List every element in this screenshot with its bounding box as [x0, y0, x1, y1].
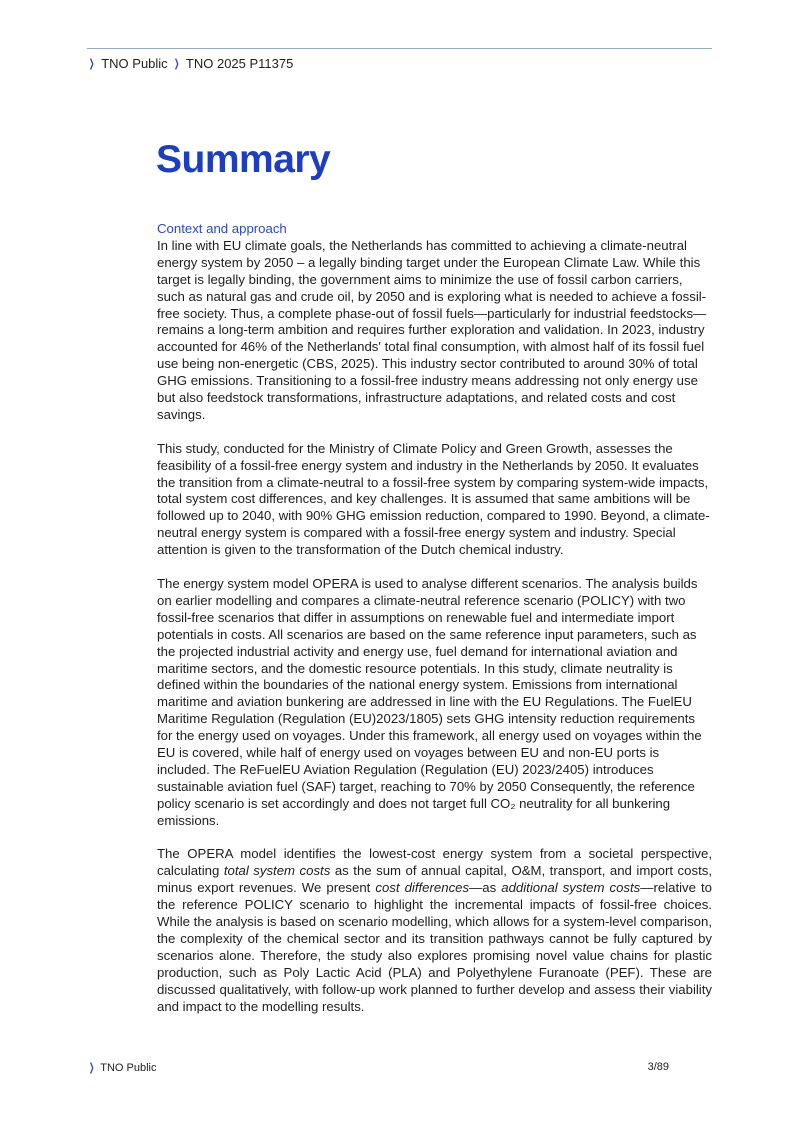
- paragraph-model: The energy system model OPERA is used to analyse different scenarios. The analysis builds on earlier modelling and compares a climate-neutral reference scenario (POLICY) with two fossil-free scenarios that differ in assumptions on renewable fuel and intermediate import potentials in costs. All scenarios are based on the same reference input parameters, such as the projected industrial activity and energy use, fuel demand for international aviation and maritime sectors, and the domestic resource potentials. In this study, climate neutrality is defined within the boundaries of the national energy system. Emissions from international maritime and aviation bunkering are addressed in line with the EU Regulations. The FuelEU Maritime Regulation (Regulation (EU)2023/1805) sets GHG intensity reduction requirements for the energy used on voyages. Under this framework, all energy used on voyages within the EU is covered, while half of energy used on voyages between EU and non-EU ports is included. The ReFuelEU Aviation Regulation (Regulation (EU) 2023/2405) introduces sustainable aviation fuel (SAF) target, reaching to 70% by 2050 Consequently, the reference policy scenario is set accordingly and does not target full CO₂ neutrality for all bunkering emissions.: [157, 576, 702, 828]
- page-number: 3/89: [647, 1061, 669, 1073]
- footer-classification: TNO Public: [100, 1061, 157, 1074]
- emphasis-total-system-costs: total system costs: [223, 863, 331, 879]
- body-content: [157, 221, 712, 1032]
- paragraph-context: In line with EU climate goals, the Netherlands has committed to achieving a climate-neutral energy system by 2050 – a legally binding target under the European Climate Law. While this target is legally binding, the government aims to minimize the use of fossil carbon carriers, such as natural gas and crude oil, by 2050 and is exploring what is needed to achieve a fossil-free society. Thus, a complete phase-out of fossil fuels—particularly for industrial feedstocks—remains a long-term ambition and requires further exploration and validation. In 2023, industry accounted for 46% of the Netherlands' total final consumption, with almost half of its fossil fuel use being non-energetic (CBS, 2025). This industry sector contributed to around 30% of total GHG emissions. Transitioning to a fossil-free industry means addressing not only energy use but also feedstock transformations, infrastructure adaptations, and related costs and cost savings.: [157, 237, 707, 422]
- paragraph-costs-text: The OPERA model identifies the lowest-cost energy system from a societal perspective, calculating: [157, 846, 712, 879]
- page-header: [87, 56, 293, 71]
- chevron-right-icon: ❯: [173, 58, 180, 70]
- emphasis-cost-differences: cost differences: [375, 880, 470, 896]
- paragraph-costs: [157, 846, 712, 1015]
- chevron-right-icon: ❯: [88, 58, 95, 70]
- page-title: Summary: [156, 138, 331, 181]
- section-heading: Context and approach: [157, 221, 287, 236]
- paragraph-costs-text: as the sum of annual capital, O&M, transport, and import costs, minus export revenues. We present: [157, 863, 712, 896]
- header-divider: [87, 48, 712, 49]
- header-classification: TNO Public: [101, 56, 168, 71]
- emphasis-additional-system-costs: additional system costs: [501, 880, 641, 896]
- page-footer: [87, 1061, 156, 1074]
- paragraph-costs-text: —relative to the reference POLICY scenario to highlight the incremental impacts of fossil-free choices. While the analysis is based on scenario modelling, which allows for a system-level comparison, the complexity of the chemical sector and its transition pathways cannot be fully captured by scenarios alone. Therefore, the study also explores promising novel value chains for plastic production, such as Poly Lactic Acid (PLA) and Polyethylene Furanoate (PEF). These are discussed qualitatively, with follow-up work planned to further develop and assess their viability and impact to the modelling results.: [157, 880, 712, 1014]
- paragraph-study: This study, conducted for the Ministry of Climate Policy and Green Growth, assesses the feasibility of a fossil-free energy system and industry in the Netherlands by 2050. It evaluates the transition from a climate-neutral to a fossil-free system by comparing system-wide impacts, total system cost differences, and key challenges. It is assumed that same ambitions will be followed up to 2040, with 90% GHG emission reduction, compared to 1990. Beyond, a climate-neutral energy system is compared with a fossil-free energy system and industry. Special attention is given to the transformation of the Dutch chemical industry.: [157, 440, 710, 558]
- chevron-right-icon: ❯: [88, 1062, 95, 1074]
- paragraph-costs-text: —as: [469, 880, 502, 896]
- header-report-number: TNO 2025 P11375: [185, 56, 294, 71]
